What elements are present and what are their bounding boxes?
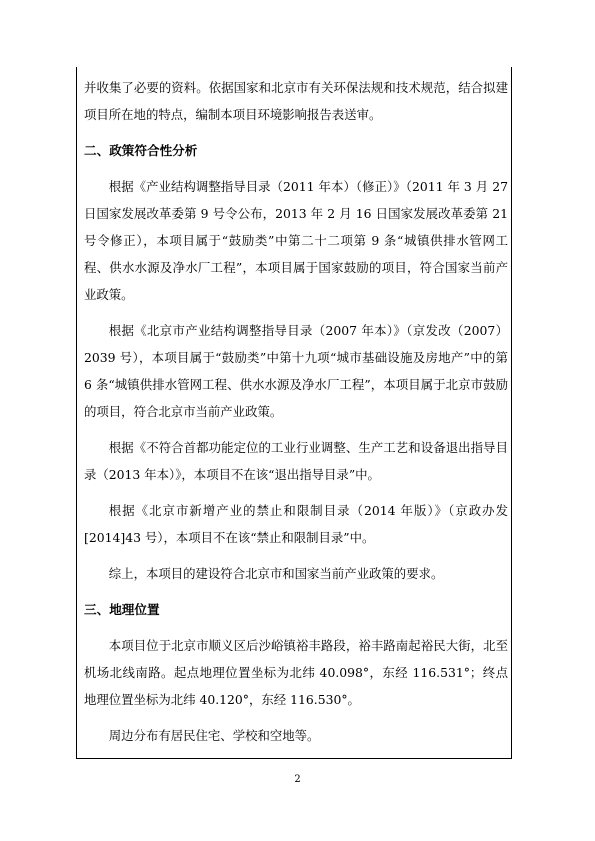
policy-paragraph-4: 根据《北京市新增产业的禁止和限制目录（2014 年版）》（京政办发[2014]43 号），本项目不在该“禁止和限制目录”中。 [84,503,508,545]
section-heading-policy: 二、政策符合性分析 [84,143,198,158]
report-body [84,74,508,749]
policy-paragraph-1: 根据《产业结构调整指导目录（2011 年本）（修正）》（2011 年 3 月 27 日国家发展改革委第 9 号令公布，2013 年 2 月 16 日国家发展改革委第 21 号令修正），本项目属于“鼓励类”中第二十二项第 9 条“城镇供排水管网工程、供水水源及净水厂工程”，本项目属于国家鼓励的项目，符合国家当前产业政策。 [84,179,508,302]
continuation-paragraph: 并收集了必要的资料。依据国家和北京市有关环保法规和技术规范，结合拟建项目所在地的特点，编制本项目环境影响报告表送审。 [84,80,508,122]
location-paragraph-1: 本项目位于北京市顺义区后沙峪镇裕丰路段，裕丰路南起裕民大街，北至机场北线南路。起点地理位置坐标为北纬 40.098°，东经 116.531°；终点地理位置坐标为北纬 40.120°，东经 116.530°。 [84,638,508,707]
policy-summary-paragraph: 综上，本项目的建设符合北京市和国家当前产业政策的要求。 [108,566,444,581]
policy-paragraph-3: 根据《不符合首都功能定位的工业行业调整、生产工艺和设备退出指导目录（2013 年本）》，本项目不在该“退出指导目录”中。 [84,440,508,482]
location-paragraph-2: 周边分布有居民住宅、学校和空地等。 [108,728,320,743]
section-heading-location: 三、地理位置 [84,602,160,617]
page-number: 2 [294,774,301,785]
policy-paragraph-2: 根据《北京市产业结构调整指导目录（2007 年本）》（京发改（2007）2039 号），本项目属于“鼓励类”中第十九项“城市基础设施及房地产”中的第 6 条“城镇供排水管网工程、供水水源及净水厂工程”，本项目属于北京市鼓励的项目，符合北京市当前产业政策。 [84,323,508,419]
